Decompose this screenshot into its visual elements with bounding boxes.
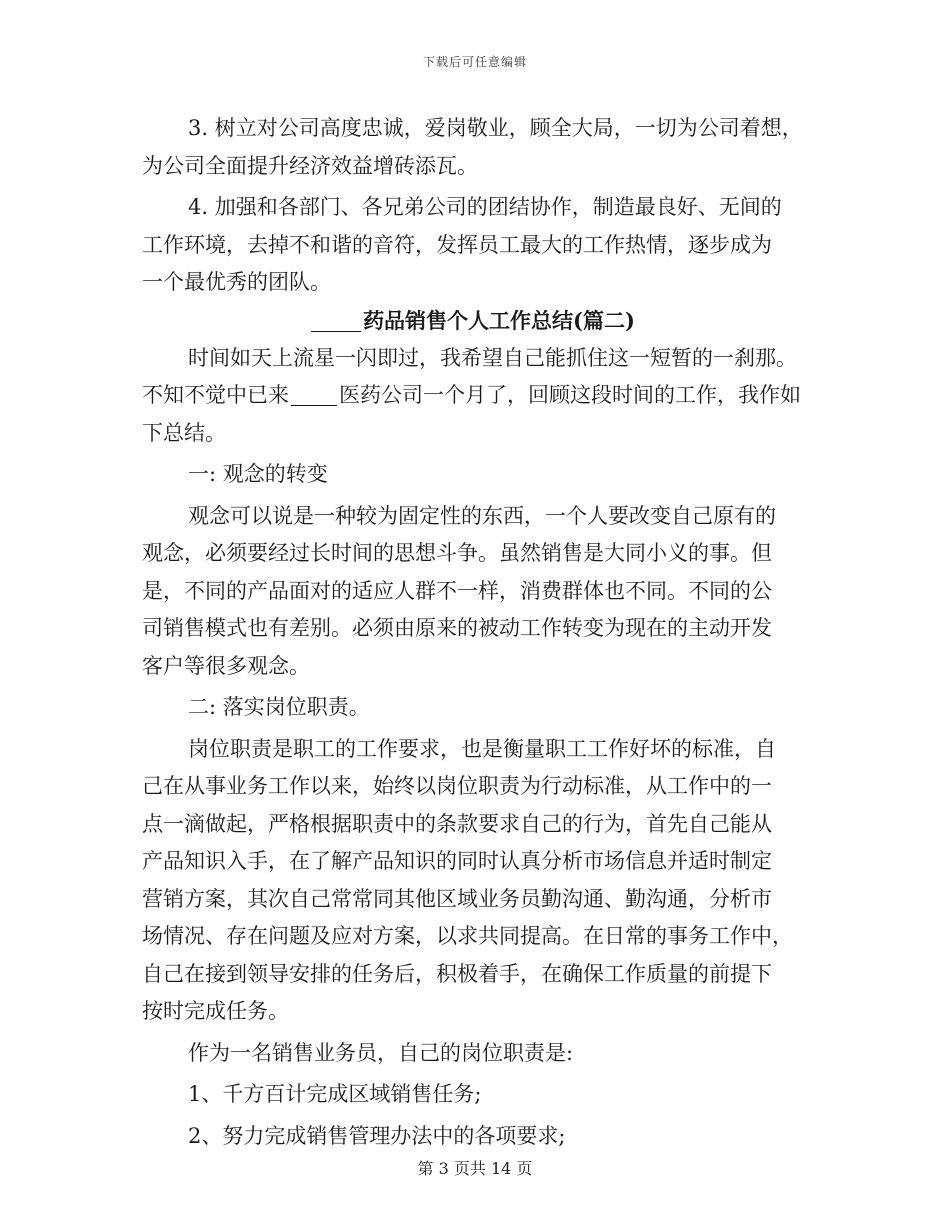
paragraph-line: 时间如天上流星一闪即过，我希望自己能抓住这一短暂的一刹那。 — [188, 345, 797, 370]
page-footer: 第 3 页共 14 页 — [417, 1159, 533, 1178]
section-title — [142, 302, 804, 340]
paragraph-line: 4. 加强和各部门、各兄弟公司的团结协作，制造最良好、无间的 — [188, 195, 782, 219]
paragraph-line: 客户等很多观念。 — [142, 653, 310, 678]
paragraph-line — [142, 377, 804, 415]
text-fragment: 医药公司一个月了，回顾这段时间的工作，我作如 — [339, 383, 801, 407]
paragraph-line: 司销售模式也有差别。必须由原来的被动工作转变为现在的主动开发 — [142, 616, 772, 640]
paragraph-line: 3. 树立对公司高度忠诚，爱岗敬业，顾全大局，一切为公司着想， — [188, 116, 803, 140]
section-title-text: 药品销售个人工作总结(篇二) — [363, 307, 635, 333]
paragraph-line: 下总结。 — [142, 420, 226, 445]
fill-in-blank — [311, 313, 361, 332]
paragraph-line: 岗位职责是职工的工作要求，也是衡量职工工作好坏的标准，自 — [188, 736, 776, 761]
paragraph-line: 按时完成任务。 — [142, 999, 289, 1023]
paragraph-line: 为公司全面提升经济效益增砖添瓦。 — [142, 153, 478, 178]
list-item: 1、千方百计完成区域销售任务; — [188, 1082, 482, 1106]
subheading: 二: 落实岗位职责。 — [188, 695, 370, 719]
paragraph-line: 点一滴做起，严格根据职责中的条款要求自己的行为，首先自己能从 — [142, 811, 772, 836]
text-fragment: 不知不觉中已来 — [142, 383, 289, 407]
paragraph-line: 工作环境，去掉不和谐的音符，发挥员工最大的工作热情，逐步成为 — [142, 232, 772, 257]
paragraph-line: 观念，必须要经过长时间的思想斗争。虽然销售是大同小义的事。但 — [142, 541, 772, 565]
document-body — [142, 110, 804, 1155]
subheading: 一: 观念的转变 — [188, 462, 328, 486]
paragraph-line: 观念可以说是一种较为固定性的东西，一个人要改变自己原有的 — [188, 503, 776, 528]
paragraph-line: 自己在接到领导安排的任务后，积极着手，在确保工作质量的前提下 — [142, 961, 772, 986]
paragraph-line: 场情况、存在问题及应对方案，以求共同提高。在日常的事务工作中， — [142, 924, 793, 948]
paragraph-line: 作为一名销售业务员，自己的岗位职责是: — [188, 1040, 574, 1065]
fill-in-blank — [291, 387, 337, 406]
page-header: 下载后可任意编辑 — [422, 55, 527, 69]
paragraph-line: 营销方案，其次自己常常同其他区域业务员勤沟通、勤沟通，分析市 — [142, 886, 772, 911]
paragraph-line: 己在从事业务工作以来，始终以岗位职责为行动标准，从工作中的一 — [142, 774, 772, 798]
paragraph-line: 产品知识入手，在了解产品知识的同时认真分析市场信息并适时制定 — [142, 849, 772, 873]
list-item: 2、努力完成销售管理办法中的各项要求; — [188, 1123, 566, 1148]
paragraph-line: 是，不同的产品面对的适应人群不一样，消费群体也不同。不同的公 — [142, 578, 772, 603]
paragraph-line: 一个最优秀的团队。 — [142, 270, 331, 294]
